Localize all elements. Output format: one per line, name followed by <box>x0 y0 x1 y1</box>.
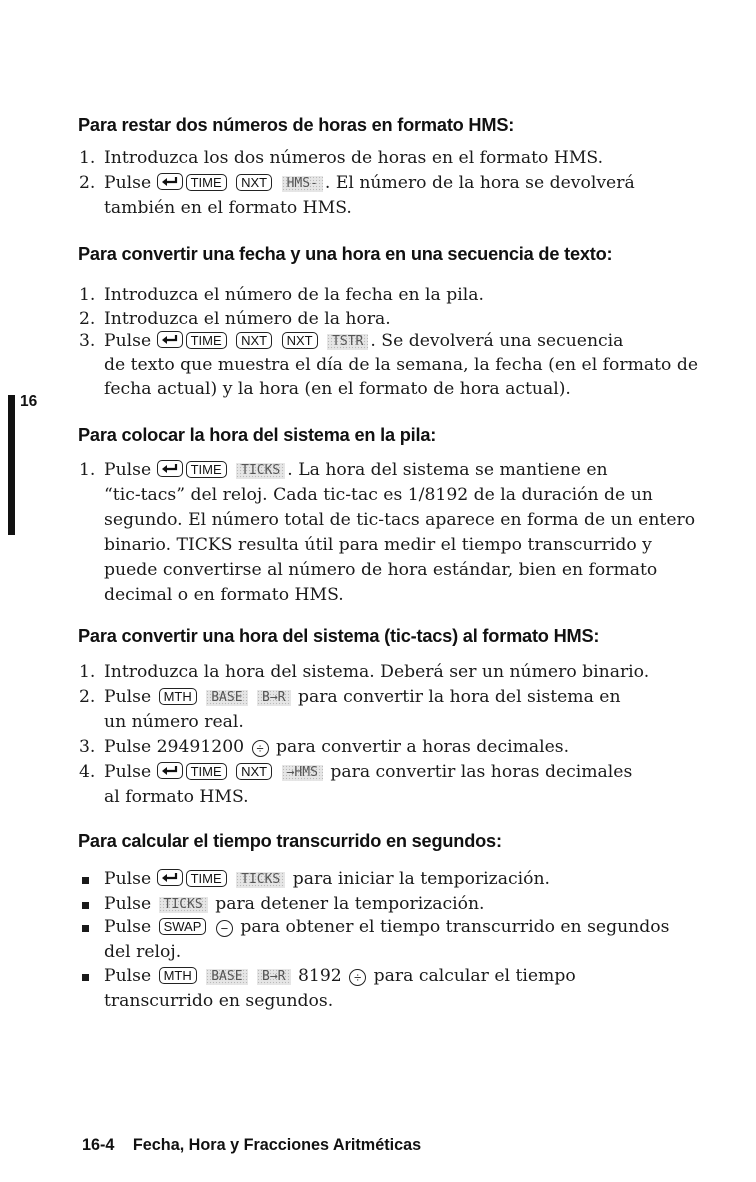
step-continuation: un número real. <box>104 712 244 732</box>
hms-minus-softkey: HMS- <box>282 176 323 192</box>
step-post: para iniciar la temporización. <box>292 869 550 889</box>
step-post: . El número de la hora se devolverá <box>324 173 635 193</box>
step-number: 3. <box>79 737 96 757</box>
step-pre: Pulse <box>104 917 152 937</box>
step-continuation: también en el formato HMS. <box>104 198 352 218</box>
left-shift-key-icon <box>157 331 183 348</box>
time-key: TIME <box>186 870 227 887</box>
time-key: TIME <box>186 332 227 349</box>
step-pre: Pulse <box>104 869 152 889</box>
step-post: para detener la temporización. <box>215 894 485 914</box>
to-hms-softkey: →HMS <box>282 765 323 781</box>
step-text: Introduzca el número de la fecha en la pila. <box>104 285 484 305</box>
nxt-key: NXT <box>236 763 272 780</box>
left-shift-key-icon <box>157 460 183 477</box>
step-pre: Pulse <box>104 894 152 914</box>
step-continuation: transcurrido en segundos. <box>104 991 334 1011</box>
step-text <box>104 685 621 709</box>
left-shift-key-icon <box>157 762 183 779</box>
bullet-text <box>104 867 550 891</box>
step-continuation: de texto que muestra el día de la semana, la fecha (en el formato de <box>104 355 699 375</box>
b-to-r-softkey: B→R <box>257 969 290 985</box>
page-footer <box>82 1136 421 1155</box>
bullet-text <box>104 915 669 939</box>
step-text <box>104 171 635 195</box>
time-key: TIME <box>186 174 227 191</box>
section-title: Para colocar la hora del sistema en la pila: <box>78 425 437 445</box>
base-softkey: BASE <box>206 690 247 706</box>
left-shift-key-icon <box>157 869 183 886</box>
step-number: 2. <box>79 687 96 707</box>
left-shift-key-icon <box>157 173 183 190</box>
step-continuation: fecha actual) y la hora (en el formato de hora actual). <box>104 379 571 399</box>
base-softkey: BASE <box>206 969 247 985</box>
step-pre: Pulse <box>104 173 152 193</box>
bullet-text <box>104 892 485 916</box>
ticks-softkey: TICKS <box>159 897 208 913</box>
chapter-tab-bar <box>8 395 15 535</box>
step-continuation: del reloj. <box>104 942 182 962</box>
nxt-key: NXT <box>236 332 272 349</box>
time-key: TIME <box>186 461 227 478</box>
step-pre: Pulse <box>104 460 152 480</box>
step-post: para calcular el tiempo <box>373 966 576 986</box>
step-text <box>104 760 632 784</box>
step-pre: Pulse <box>104 762 152 782</box>
step-continuation: segundo. El número total de tic-tacs aparece en forma de un entero <box>104 510 696 530</box>
section-title: Para restar dos números de horas en formato HMS: <box>78 115 515 135</box>
chapter-title: Fecha, Hora y Fracciones Aritméticas <box>132 1136 422 1154</box>
nxt-key: NXT <box>236 174 272 191</box>
mth-key: MTH <box>159 688 197 705</box>
minus-key-icon: − <box>216 920 233 937</box>
b-to-r-softkey: B→R <box>257 690 290 706</box>
section-title: Para convertir una fecha y una hora en una secuencia de texto: <box>78 244 613 264</box>
step-post: . Se devolverá una secuencia <box>370 331 624 351</box>
tstr-softkey: TSTR <box>327 334 368 350</box>
nxt-key: NXT <box>282 332 318 349</box>
step-pre: Pulse <box>104 687 152 707</box>
step-mid: 8192 <box>297 966 342 986</box>
bullet-marker <box>82 902 89 909</box>
step-pre: Pulse <box>104 966 152 986</box>
bullet-text <box>104 964 576 988</box>
section-title: Para calcular el tiempo transcurrido en segundos: <box>78 831 502 851</box>
step-number: 1. <box>79 148 96 168</box>
step-continuation: puede convertirse al número de hora estándar, bien en formato <box>104 560 658 580</box>
step-number: 2. <box>79 309 96 329</box>
step-post: . La hora del sistema se mantiene en <box>287 460 608 480</box>
time-key: TIME <box>186 763 227 780</box>
bullet-marker <box>82 925 89 932</box>
page-number: 16-4 <box>82 1136 115 1154</box>
step-pre: Pulse <box>104 331 152 351</box>
swap-key: SWAP <box>159 918 207 935</box>
divide-key-icon: ÷ <box>349 969 366 986</box>
step-continuation: “tic-tacs” del reloj. Cada tic-tac es 1/8192 de la duración de un <box>104 485 653 505</box>
step-text <box>104 458 608 482</box>
step-continuation: al formato HMS. <box>104 787 249 807</box>
chapter-number: 16 <box>20 393 38 410</box>
step-number: 1. <box>79 460 96 480</box>
step-post: para convertir las horas decimales <box>330 762 633 782</box>
step-continuation: binario. TICKS resulta útil para medir el tiempo transcurrido y <box>104 535 652 555</box>
step-text: Introduzca los dos números de horas en el formato HMS. <box>104 148 604 168</box>
step-post: para convertir a horas decimales. <box>276 737 570 757</box>
step-continuation: decimal o en formato HMS. <box>104 585 344 605</box>
step-text: Introduzca la hora del sistema. Deberá ser un número binario. <box>104 662 650 682</box>
mth-key: MTH <box>159 967 197 984</box>
step-number: 4. <box>79 762 96 782</box>
step-number: 3. <box>79 331 96 351</box>
divide-key-icon: ÷ <box>252 740 269 757</box>
bullet-marker <box>82 877 89 884</box>
step-text <box>104 329 623 353</box>
step-post: para obtener el tiempo transcurrido en segundos <box>240 917 670 937</box>
ticks-softkey: TICKS <box>236 463 285 479</box>
step-pre: Pulse 29491200 <box>104 737 245 757</box>
step-text <box>104 735 569 759</box>
bullet-marker <box>82 974 89 981</box>
step-text: Introduzca el número de la hora. <box>104 309 391 329</box>
step-post: para convertir la hora del sistema en <box>297 687 621 707</box>
ticks-softkey: TICKS <box>236 872 285 888</box>
step-number: 1. <box>79 285 96 305</box>
step-number: 1. <box>79 662 96 682</box>
step-number: 2. <box>79 173 96 193</box>
section-title: Para convertir una hora del sistema (tic-tacs) al formato HMS: <box>78 626 600 646</box>
